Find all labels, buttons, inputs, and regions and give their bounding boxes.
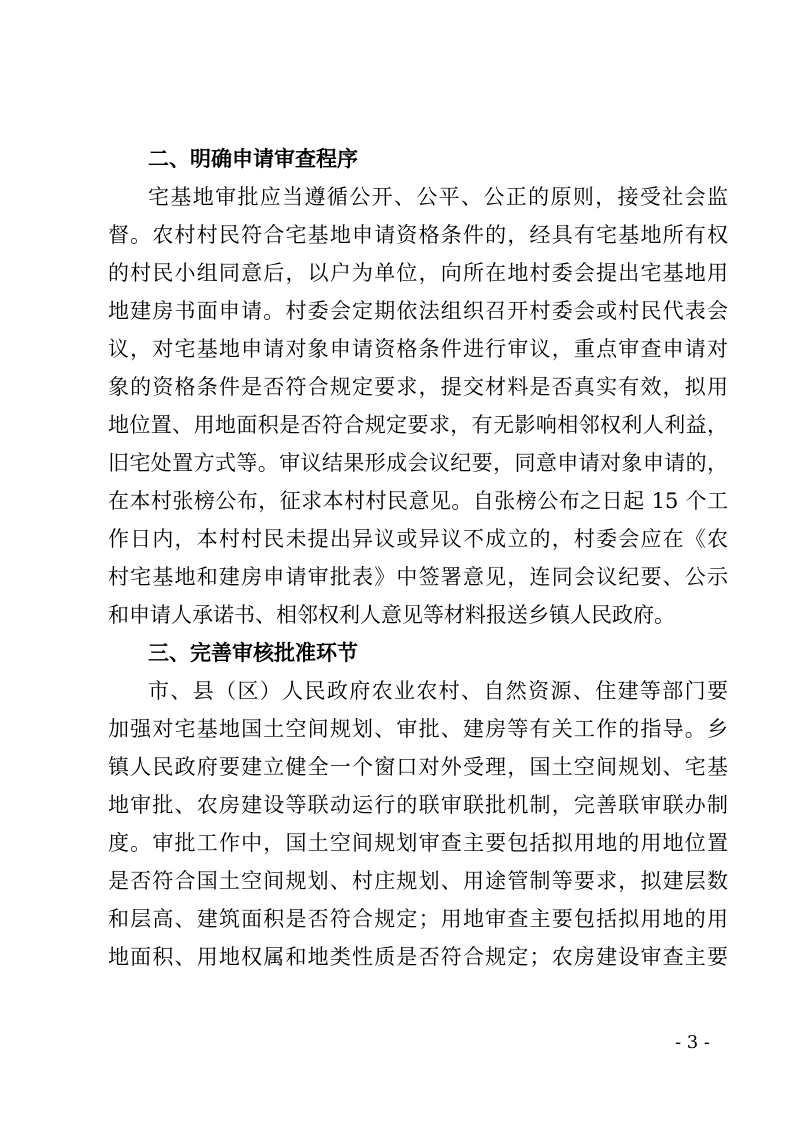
- document-body: [108, 140, 728, 976]
- text-line: 议，对宅基地申请对象申请资格条件进行审议，重点审查申请对: [108, 337, 728, 361]
- text-line: 地面积、用地权属和地类性质是否符合规定；农房建设审查主要: [108, 945, 728, 969]
- text-line: 市、县（区）人民政府农业农村、自然资源、住建等部门要: [148, 679, 728, 703]
- text-line: 作日内，本村村民未提出异议或异议不成立的，村委会应在《农: [108, 527, 728, 551]
- text-line: 宅基地审批应当遵循公开、公平、公正的原则，接受社会监: [148, 185, 728, 209]
- text-line: 度。审批工作中，国土空间规划审查主要包括拟用地的用地位置: [108, 831, 728, 855]
- text-line: 镇人民政府要建立健全一个窗口对外受理，国土空间规划、宅基: [108, 755, 728, 779]
- text-line: 是否符合国土空间规划、村庄规划、用途管制等要求，拟建层数: [108, 869, 728, 893]
- text-line: 加强对宅基地国土空间规划、审批、建房等有关工作的指导。乡: [108, 717, 728, 741]
- text-line: 的村民小组同意后，以户为单位，向所在地村委会提出宅基地用: [108, 261, 728, 285]
- paragraph-procedure: [108, 178, 728, 634]
- text-line: 村宅基地和建房申请审批表》中签署意见，连同会议纪要、公示: [108, 565, 728, 589]
- text-line: 象的资格条件是否符合规定要求，提交材料是否真实有效，拟用: [108, 375, 728, 399]
- text-line: 和层高、建筑面积是否符合规定；用地审查主要包括拟用地的用: [108, 907, 728, 931]
- page-number: - 3 -: [674, 1032, 710, 1053]
- text-line: 在本村张榜公布，征求本村村民意见。自张榜公布之日起 15 个工: [108, 489, 728, 513]
- text-line: 地位置、用地面积是否符合规定要求，有无影响相邻权利人利益，: [108, 413, 728, 437]
- text-line: 地建房书面申请。村委会定期依法组织召开村委会或村民代表会: [108, 299, 728, 323]
- text-line: 地审批、农房建设等联动运行的联审联批机制，完善联审联办制: [108, 793, 728, 817]
- text-line: 和申请人承诺书、相邻权利人意见等材料报送乡镇人民政府。: [108, 603, 675, 627]
- section-heading-approval: 三、完善审核批准环节: [148, 641, 358, 665]
- section-heading-procedure: 二、明确申请审查程序: [148, 147, 358, 171]
- text-line: 旧宅处置方式等。审议结果形成会议纪要，同意申请对象申请的，: [108, 451, 728, 475]
- text-line: 督。农村村民符合宅基地申请资格条件的，经具有宅基地所有权: [108, 223, 728, 247]
- paragraph-approval: [108, 672, 728, 976]
